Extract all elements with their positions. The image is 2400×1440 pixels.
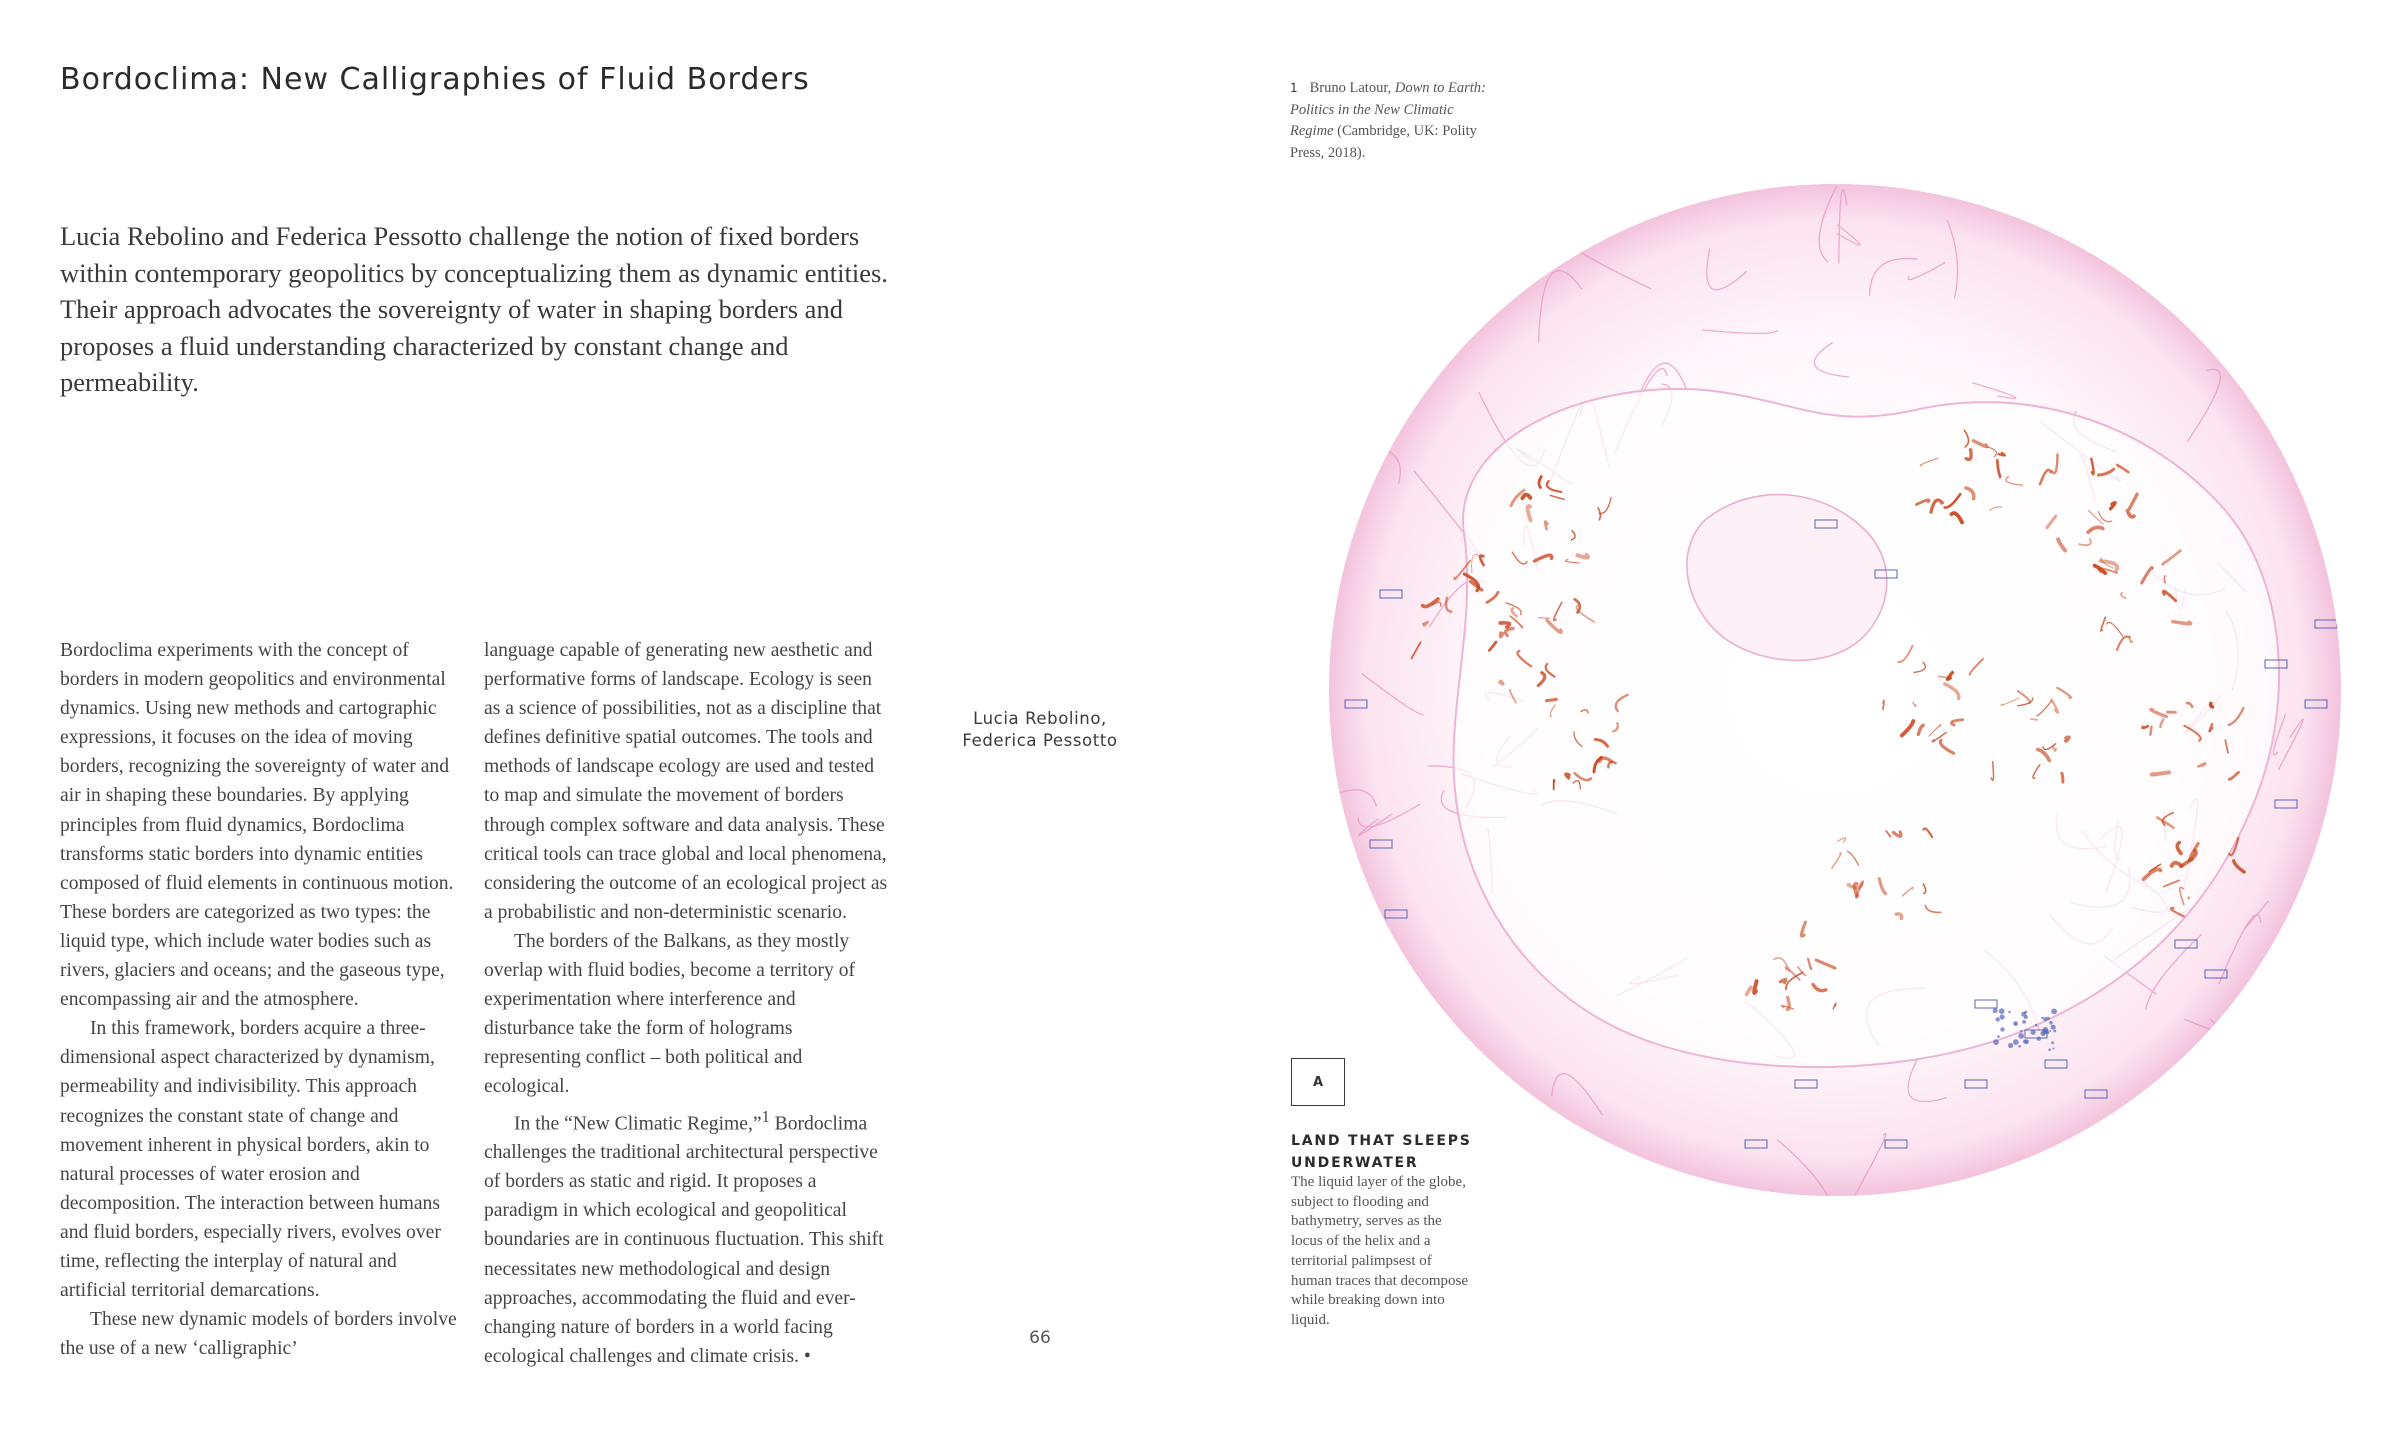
- balkan-marker: [2053, 1047, 2055, 1049]
- balkan-marker: [2045, 1030, 2049, 1034]
- figure-marker: A: [1291, 1058, 1345, 1106]
- river-mark: [1500, 633, 1502, 637]
- river-mark: [1527, 506, 1530, 520]
- balkan-marker: [2000, 1014, 2005, 1019]
- figure-caption: The liquid layer of the globe, subject to flooding and bathymetry, serves as the locus of the helix and a territorial palimpsest of human traces that decompose while breaking down into liquid.: [1291, 1174, 1469, 1328]
- author-name: Federica Pessotto: [962, 731, 1118, 750]
- balkan-marker: [2041, 1017, 2043, 1019]
- river-mark: [2066, 737, 2069, 740]
- balkan-marker: [2047, 1017, 2050, 1020]
- river-mark: [2062, 773, 2063, 782]
- river-mark: [1754, 981, 1756, 993]
- footnote-author: Bruno Latour,: [1309, 80, 1392, 96]
- river-mark: [2150, 727, 2151, 735]
- balkan-marker: [2021, 1012, 2026, 1017]
- body-paragraph: language capable of generating new aesthetic and performative forms of landscape. Ecology is seen as a science of possibilities, not as a discipline that defines definitive spatial outcomes. The tools and methods of landscape ecology are used and tested to map and simulate the movement of borders through complex software and data analysis. These critical tools can trace global and local phenomena, considering the outcome of an ecological project as a probabilistic and non-deterministic scenario.: [484, 640, 888, 923]
- footnote-title: Down to Earth: Politics in the New Climatic Regime: [1290, 80, 1486, 139]
- river-mark: [1538, 618, 1549, 619]
- text-run: Bordoclima challenges the traditional architectural perspective of borders as static and rigid. It proposes a paradigm in which ecological and geopolitical boundaries are in continuous fluctuation. This shift necessitates new methodological and design approaches, accommodating the fluid and ever-changing nature of borders in a world facing ecological challenges and climate crisis.: [484, 1113, 884, 1367]
- balkan-marker: [2008, 1043, 2013, 1048]
- text-run: In the “New Climatic Regime,”: [514, 1113, 762, 1135]
- river-mark: [2173, 622, 2191, 624]
- balkan-marker: [1993, 1039, 1999, 1045]
- river-mark: [1883, 700, 1884, 709]
- balkan-marker: [2022, 1020, 2026, 1024]
- river-mark: [2152, 772, 2169, 774]
- body-column-2: [484, 636, 889, 1371]
- river-mark: [1566, 774, 1569, 778]
- balkan-marker: [2018, 1045, 2021, 1048]
- balkan-marker: [2013, 1021, 2018, 1026]
- body-paragraph: These new dynamic models of borders involve the use of a new ‘calligraphic’: [60, 1309, 457, 1360]
- balkan-marker: [2051, 1041, 2054, 1044]
- balkan-marker: [2031, 1030, 2036, 1035]
- river-mark: [1780, 980, 1785, 983]
- page-number: 66: [1029, 1328, 1051, 1348]
- body-paragraph: Bordoclima experiments with the concept of borders in modern geopolitics and environmental dynamics. Using new methods and cartographic expressions, it focuses on the idea of moving borders, recognizing the sovereignty of water and air in shaping these boundaries. By applying principles from fluid dynamics, Bordoclima transforms static borders into dynamic entities composed of fluid elements in continuous motion. These borders are categorized as two types: the liquid type, which include water bodies such as rivers, glaciers and oceans; and the gaseous type, encompassing air and the atmosphere.: [60, 640, 454, 1011]
- balkan-marker: [2000, 1027, 2004, 1031]
- balkan-marker: [1999, 1008, 2005, 1014]
- footnote-reference[interactable]: 1: [761, 1106, 770, 1126]
- body-column-1: [60, 636, 465, 1363]
- river-mark: [2143, 726, 2148, 728]
- balkan-marker: [2048, 1048, 2051, 1051]
- author-name: Lucia Rebolino,: [973, 709, 1107, 728]
- body-paragraph: The borders of the Balkans, as they mostly overlap with fluid bodies, become a territory of experimentation where interference and disturbance take the form of holograms representing conflict – both political and ecological.: [484, 930, 856, 1098]
- balkan-marker: [2037, 1037, 2041, 1041]
- footnote-number: 1: [1290, 81, 1298, 95]
- end-mark: •: [803, 1345, 811, 1367]
- footnote-publisher: (Cambridge, UK: Polity Press, 2018).: [1290, 123, 1477, 161]
- river-mark: [2188, 897, 2189, 898]
- balkan-marker: [2035, 1024, 2038, 1027]
- figure-title: LAND THAT SLEEPS UNDERWATER: [1291, 1133, 1472, 1171]
- balkan-marker: [2049, 1030, 2051, 1032]
- balkan-marker: [1993, 1008, 1998, 1013]
- river-mark: [1546, 699, 1556, 701]
- river-mark: [1500, 681, 1504, 684]
- balkan-marker: [2020, 1030, 2023, 1033]
- balkan-marker: [2051, 1025, 2056, 1030]
- border-tag: [2225, 1030, 2247, 1038]
- body-paragraph: In this framework, borders acquire a three-dimensional aspect characterized by dynamism, permeability and indivisibility. This approach recognizes the constant state of change and movement inherent in physical borders, akin to natural processes of water erosion and decomposition. The interaction between humans and fluid borders, especially rivers, evolves over time, reflecting the interplay of natural and artificial territorial demarcations.: [60, 1018, 441, 1302]
- footnote: [1290, 78, 1490, 164]
- river-mark: [1577, 555, 1588, 557]
- lead-paragraph: Lucia Rebolino and Federica Pessotto challenge the notion of fixed borders within contemporary geopolitics by conceptualizing them as dynamic entities. Their approach advocates the sovereignty of water in shaping borders and proposes a fluid understanding characterized by constant change and permeability.: [60, 221, 888, 397]
- globe-illustration: [1325, 180, 2345, 1200]
- balkan-marker: [2018, 1033, 2024, 1039]
- balkan-marker: [2051, 1009, 2057, 1015]
- body-paragraph: [484, 1102, 889, 1371]
- river-mark: [1855, 884, 1857, 896]
- balkan-marker: [2013, 1039, 2019, 1045]
- river-mark: [2031, 719, 2038, 720]
- article-title: Bordoclima: New Calligraphies of Fluid Borders: [60, 62, 810, 97]
- author-credit: [930, 708, 1150, 752]
- balkan-marker: [1996, 1017, 2000, 1021]
- balkan-marker: [2053, 1030, 2056, 1033]
- river-mark: [1554, 780, 1555, 789]
- river-mark: [2211, 703, 2213, 707]
- balkan-marker: [2024, 1040, 2029, 1045]
- balkan-marker: [2008, 1011, 2011, 1014]
- balkan-marker: [2049, 1021, 2053, 1025]
- balkan-marker: [1997, 1035, 2000, 1038]
